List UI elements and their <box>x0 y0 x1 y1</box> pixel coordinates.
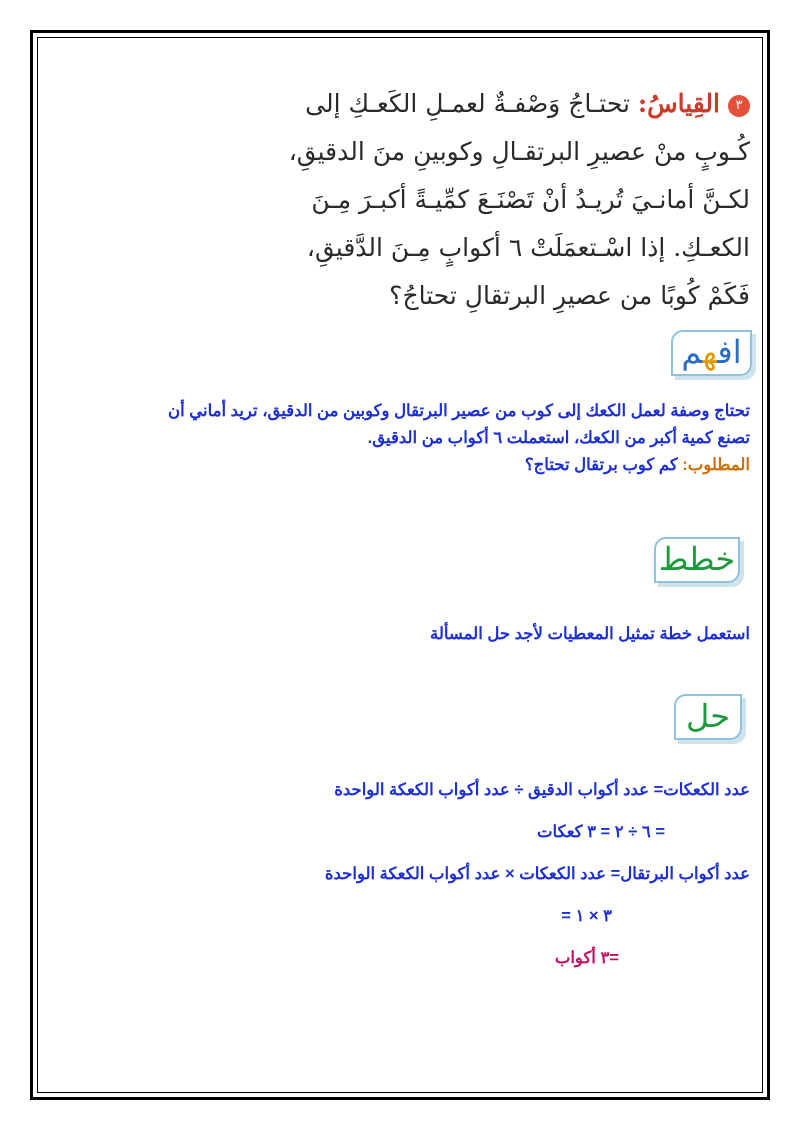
problem-line-3: لكـنَّ أمانـيَ تُريـدُ أنْ تَصْنَـعَ كمِّيـةً أكبـرَ مِـنَ <box>311 185 750 214</box>
required-text: كم كوب برتقال تحتاج؟ <box>524 456 678 474</box>
problem-line-4: الكعـكِ. إذا اسْـتعمَلَتْ ٦ أكوابٍ مِـنَ الدَّقيقِ، <box>306 233 750 262</box>
solution-line-2: = ٦ ÷ ٢ = ٣ كعكات <box>537 823 665 841</box>
understand-tag-end: م <box>681 333 703 371</box>
solve-tag: حل <box>674 694 742 740</box>
solution-line-4: ٣ × ١ = <box>561 907 612 925</box>
understand-tag-start: اف <box>717 333 742 371</box>
problem-label: القِياسُ: <box>637 89 720 118</box>
problem-scan <box>290 80 750 320</box>
problem-line-5: فَكَمْ كُوبًا من عصيرِ البرتقالِ تحتاجُ؟ <box>389 281 750 310</box>
problem-text: تحتـاجُ وَصْفـةٌ لعمـلِ الكَعـكِ إلى <box>305 89 630 118</box>
problem-line-2: كُـوبٍ منْ عصيرِ البرتقـالِ وكوبينِ منَ الدقيقِ، <box>288 137 750 166</box>
understand-section <box>50 398 750 479</box>
solution-line-3: عدد أكواب البرتقال= عدد الكعكات × عدد أكواب الكعكة الواحدة <box>324 865 750 883</box>
solution-line-1: عدد الكعكات= عدد أكواب الدقيق ÷ عدد أكواب الكعكة الواحدة <box>334 781 750 799</box>
required-line <box>50 452 750 479</box>
understand-line-2: تصنع كمية أكبر من الكعك، استعملت ٦ أكواب من الدقيق. <box>367 429 750 447</box>
understand-line-1: تحتاج وصفة لعمل الكعك إلى كوب من عصير البرتقال وكوبين من الدقيق، تريد أماني أن <box>168 402 750 420</box>
problem-line-1 <box>290 80 750 128</box>
plan-tag: خطط <box>654 537 740 583</box>
problem-number-badge: ٣ <box>728 95 750 117</box>
understand-tag-mid: ه <box>702 333 718 371</box>
solution-final: =٣ أكواب <box>554 949 619 967</box>
understand-tag <box>671 330 752 376</box>
required-label: المطلوب: <box>682 456 750 474</box>
plan-text: استعمل خطة تمثيل المعطيات لأجد حل المسألة <box>430 625 750 643</box>
